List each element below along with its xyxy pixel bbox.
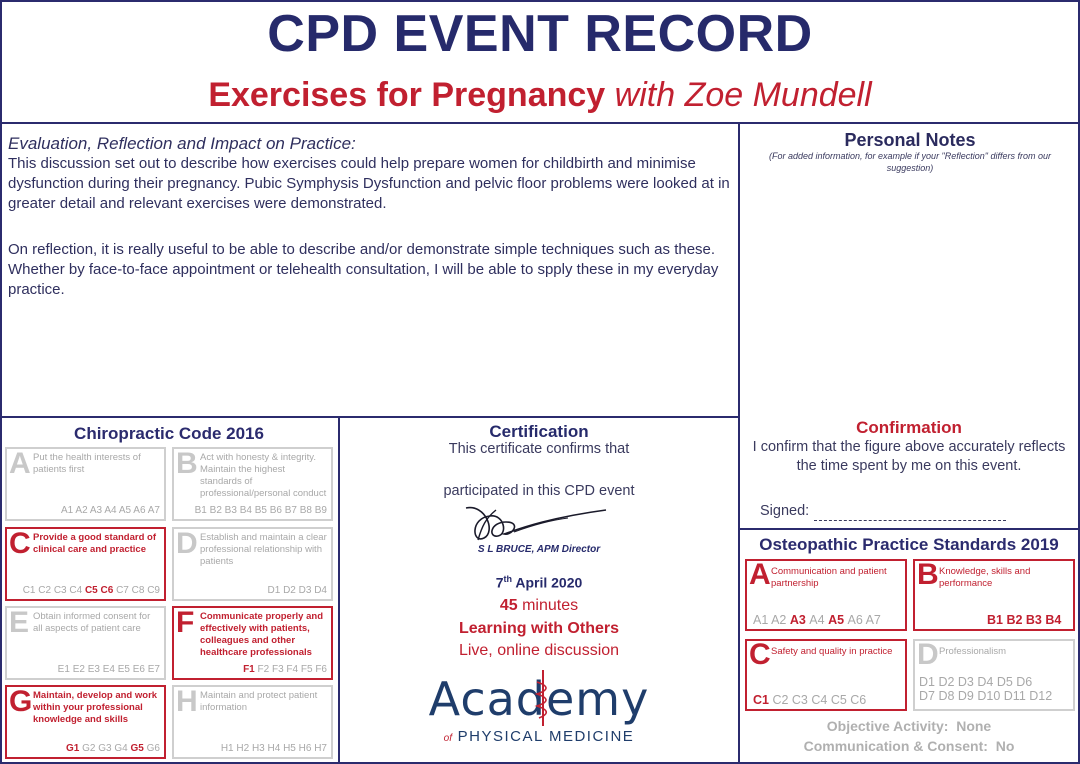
certification-line1: This certificate confirms that [448,441,630,457]
standard-letter: G [9,685,33,718]
standard-codes [221,743,327,754]
standard-code: G3 [98,743,115,754]
standard-description: Communicate properly and effectively with patients, colleagues and other healthcare professionals [200,611,323,658]
academy-logo: Academy [428,672,650,726]
standard-code: E7 [147,664,160,675]
standard-code: D5 [996,675,1017,689]
standard-description: Provide a good standard of clinical care and practice [33,532,156,555]
standard-code: C5 [830,693,851,707]
standard-code: D11 [1003,689,1030,703]
standard-codes [58,664,160,675]
standard-code: H5 [283,743,299,754]
standard-description: Maintain and protect patient information [200,690,318,713]
duration-unit: minutes [517,597,579,614]
standard-description: Knowledge, skills and performance [939,566,1031,589]
standard-description: Establish and maintain a clear professional relationship with patients [200,532,327,567]
signature [456,496,612,546]
osteo-standard-c [745,639,907,711]
standard-code: D4 [977,675,997,689]
standard-description: Act with honesty & integrity. Maintain the highest standards of professional/personal conduct [200,452,327,499]
standard-letter: A [9,447,31,480]
standard-code: E6 [132,664,148,675]
standard-code: H7 [314,743,327,754]
standard-codes [753,613,881,627]
standard-code: D10 [977,689,1004,703]
standard-code: D2 [938,675,958,689]
standard-code: F3 [271,664,287,675]
logo-of: of [443,733,452,744]
standard-description: Maintain, develop and work within your professional knowledge and skills [33,690,158,725]
chiropractic-code-title: Chiropractic Code 2016 [74,424,264,443]
standard-code: D4 [314,585,327,596]
comm-value: No [995,738,1015,754]
standard-code: E3 [87,664,103,675]
divider [0,416,738,418]
signed-label: Signed: [760,503,810,519]
presenter-name: with Zoe Mundell [614,76,872,114]
standard-code: A1 [60,505,76,516]
date-month-year: April 2020 [512,574,583,591]
caduceus-icon [533,668,553,728]
standard-code: H4 [267,743,284,754]
chiro-standard-g [5,685,166,759]
standard-letter: B [176,447,198,480]
standard-codes [195,505,327,516]
standard-code: E5 [117,664,133,675]
standard-code: C9 [147,585,160,596]
standard-codes [66,743,160,754]
objective-activity [740,718,1078,734]
standard-code: B4 [239,505,255,516]
event-category: Learning with Others [458,620,619,637]
academy-logo-subtitle [340,728,738,745]
standard-code: C6 [100,585,117,596]
standard-code: B6 [269,505,285,516]
standard-code: A1 [753,613,772,627]
standard-letter: E [9,606,30,639]
standard-description: Obtain informed consent for all aspects of patient care [33,611,151,634]
standard-letter: C [749,638,771,671]
chiro-standard-d [172,527,333,601]
standard-code: C6 [850,693,867,707]
standard-letter: B [917,558,939,591]
standard-code: C2 [38,585,54,596]
standard-code: D9 [957,689,978,703]
chiro-standard-h [172,685,333,759]
standard-code: H3 [251,743,268,754]
standard-codes [753,693,866,707]
standard-code: A3 [789,613,810,627]
osteopathic-standards-title: Osteopathic Practice Standards 2019 [759,535,1059,554]
standard-code: G1 [66,743,83,754]
standard-code: B3 [224,505,240,516]
certification-line2: participated in this CPD event [443,483,635,499]
standard-code: C1 [753,693,773,707]
logo-physical-medicine: PHYSICAL MEDICINE [457,728,635,745]
standard-code: E4 [102,664,118,675]
standard-code: G2 [82,743,99,754]
standard-code: B1 [194,505,210,516]
standard-description: Put the health interests of patients first [33,452,141,475]
standard-code: C4 [69,585,85,596]
standard-code: C1 [22,585,39,596]
standard-code: A5 [828,613,848,627]
standard-codes [23,585,160,596]
standard-code: D3 [298,585,315,596]
standard-code: D2 [283,585,299,596]
divider [738,528,1080,530]
chiro-standard-b [172,447,333,521]
osteo-standard-d [913,639,1075,711]
personal-notes-title: Personal Notes [844,130,976,150]
confirmation-text: I confirm that the figure above accurately reflects the time spent by me on this event. [752,439,1066,474]
standard-code: A6 [847,613,866,627]
osteo-standard-a [745,559,907,631]
standard-code: H1 [220,743,237,754]
objective-label: Objective Activity: [826,718,949,734]
evaluation-heading: Evaluation, Reflection and Impact on Practice: [8,134,356,153]
standard-code: D3 [957,675,978,689]
event-format: Live, online discussion [458,642,620,659]
date-suffix: th [503,574,512,584]
page-title: CPD EVENT RECORD [267,5,813,63]
signature-field[interactable] [814,520,1006,521]
standard-code: A7 [865,613,881,627]
chiro-standard-f [172,606,333,680]
standard-code: C3 [791,693,812,707]
comm-label: Communication & Consent: [803,738,988,754]
communication-consent [740,738,1078,754]
standard-code: B7 [284,505,300,516]
standard-letter: D [917,638,939,671]
standard-letter: A [749,558,771,591]
standard-code: G5 [130,743,147,754]
standard-code: F1 [243,664,258,675]
evaluation-paragraph: This discussion set out to describe how exercises could help prepare women for childbirth and minimise dysfunction during their pregnancy. Pubic Symphysis Dysfunction and pelvic floor problems were looked at in greater detail and relevant exercises were demonstrated. [8,155,730,212]
standard-code: C5 [84,585,101,596]
standard-code: B2 [1006,613,1026,627]
standard-code: F4 [286,664,301,675]
confirmation-title: Confirmation [856,418,962,437]
standard-code: D8 [938,689,958,703]
standard-letter: F [176,606,195,639]
standard-code: A6 [133,505,148,516]
standard-code: B4 [1045,613,1062,627]
standard-code: D6 [1016,675,1033,689]
standard-codes [268,585,327,596]
standard-code: A5 [118,505,134,516]
standard-code: E1 [57,664,73,675]
standard-codes [987,613,1061,627]
course-name: Exercises for Pregnancy [208,76,606,114]
standard-letter: C [9,527,31,560]
reflection-paragraph: On reflection, it is really useful to be able to describe and/or demonstrate simple techniques such as these. Whether by face-to-face appointment or telehealth consultation, I will be able to spply these in my everyday practice. [8,241,719,298]
standard-codes [919,689,1052,703]
standard-code: A4 [809,613,829,627]
standard-code: F2 [257,664,272,675]
standard-code: D7 [919,689,939,703]
standard-codes [243,664,327,675]
standard-description: Professionalism [939,646,1007,657]
standard-code: D1 [267,585,284,596]
standard-code: C4 [811,693,831,707]
standard-code: B1 [987,613,1007,627]
standard-codes [919,675,1032,689]
divider [0,122,1080,124]
chiro-standard-e [5,606,166,680]
standard-codes [61,505,160,516]
osteo-standard-b [913,559,1075,631]
standard-code: E2 [72,664,88,675]
chiro-standard-c [5,527,166,601]
signatory-name: S L BRUCE, APM Director [477,544,601,555]
divider [738,122,740,764]
standard-code: A2 [771,613,790,627]
standard-code: F5 [300,664,316,675]
date-day: 7 [495,574,504,591]
standard-code: B9 [314,505,327,516]
standard-code: C3 [53,585,70,596]
standard-code: H2 [236,743,252,754]
standard-code: B2 [209,505,225,516]
standard-code: D1 [919,675,939,689]
event-date [340,574,738,591]
evaluation-section [8,134,730,326]
standard-code: F6 [315,664,327,675]
standard-code: C7 [116,585,132,596]
standard-code: C2 [772,693,792,707]
standard-code: B5 [254,505,270,516]
course-subtitle [0,76,1080,115]
duration-number: 45 [499,597,518,614]
standard-letter: H [176,685,198,718]
standard-code: A2 [75,505,90,516]
objective-value: None [956,718,992,734]
standard-code: A7 [147,505,160,516]
standard-letter: D [176,527,198,560]
standard-code: A4 [104,505,119,516]
standard-code: D12 [1029,689,1053,703]
certification-title: Certification [489,422,589,441]
standard-description: Safety and quality in practice [771,646,893,657]
standard-code: H6 [298,743,315,754]
standard-code: G6 [146,743,160,754]
event-duration [340,597,738,615]
standard-code: C8 [131,585,148,596]
personal-notes-hint: (For added information, for example if your "Reflection" differs from our suggestion) [768,151,1051,173]
standard-description: Communication and patient partnership [771,566,887,589]
standard-code: A3 [89,505,105,516]
standard-code: B3 [1025,613,1046,627]
standard-code: G4 [114,743,131,754]
chiro-standard-a [5,447,166,521]
standard-code: B8 [299,505,315,516]
